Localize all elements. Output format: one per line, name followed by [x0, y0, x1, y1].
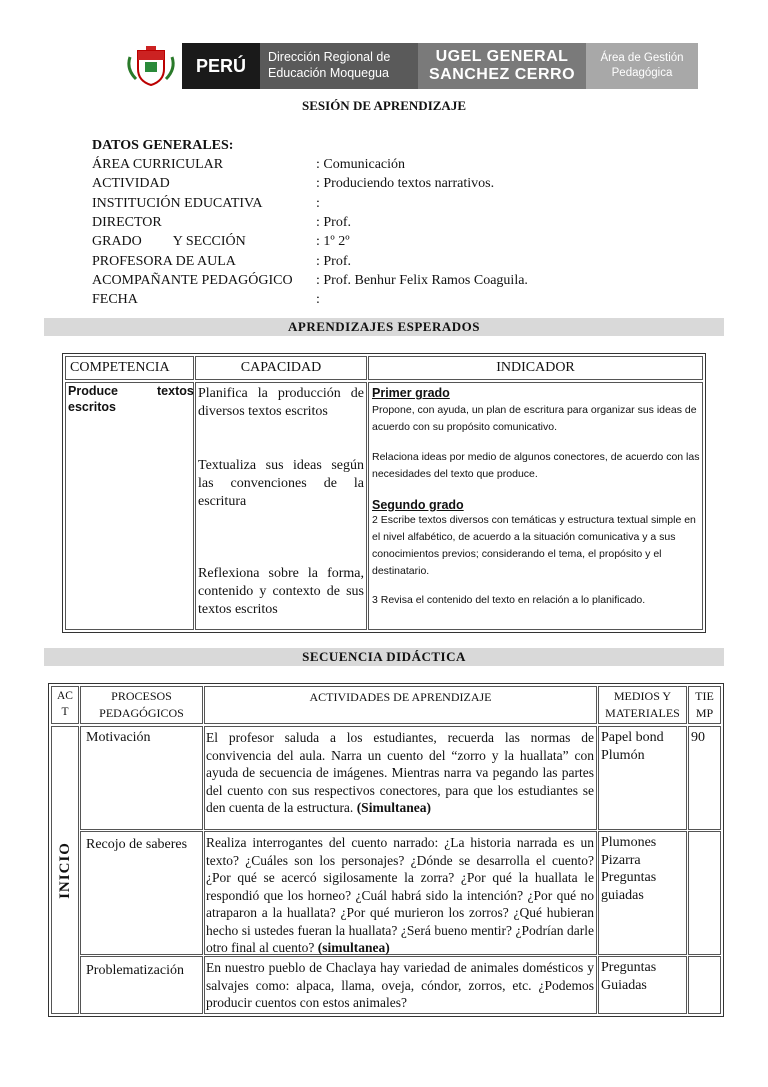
- datos-value: : Prof. Benhur Felix Ramos Coaguila.: [316, 272, 528, 288]
- header-tiempo: TIE MP: [695, 689, 714, 720]
- indicador-3: 2 Escribe textos diversos con temáticas y estructura textual simple en el nivel alfabético, de acuerdo a la situación comunicativa y a sus conocimientos previos; considerando el tema, el propósito y el destinatario.: [372, 514, 696, 577]
- area-gestion: Área de Gestión Pedagógica: [586, 43, 698, 89]
- datos-label: INSTITUCIÓN EDUCATIVA: [92, 195, 263, 211]
- header-act: AC T: [57, 690, 73, 718]
- header-capacidad: CAPACIDAD: [240, 360, 322, 375]
- actividad-motivacion: El profesor saluda a los estudiantes, recuerda las normas de convivencia del aula. Narra un cuento del “zorro y la huallata” con ayuda de secuencia de imágenes. Mientras narra va pegando las partes del cuento con sus respectivos conectores, para que los estudiantes se den cuenta de la estructura. (Simultanea): [206, 730, 594, 815]
- medios-motivacion: Papel bond Plumón: [601, 730, 664, 763]
- tiempo-motivacion: 90: [691, 730, 705, 745]
- proceso-motivacion: Motivación: [86, 730, 151, 745]
- capacidad-1: Planifica la producción de diversos textos escritos: [198, 386, 364, 419]
- header-banner: [120, 43, 698, 89]
- datos-label: ACOMPAÑANTE PEDAGÓGICO: [92, 272, 293, 288]
- competencia-text: Produce: [68, 384, 119, 398]
- proceso-recojo: Recojo de saberes: [86, 837, 188, 852]
- datos-label: PROFESORA DE AULA: [92, 253, 236, 269]
- datos-value: : Comunicación: [316, 157, 406, 172]
- datos-heading: DATOS GENERALES:: [92, 138, 234, 153]
- datos-label: ACTIVIDAD: [92, 176, 170, 192]
- datos-value: : Prof.: [316, 214, 351, 230]
- indicador-2: Relaciona ideas por medio de algunos conectores, de acuerdo con las necesidades del texto que produce.: [372, 451, 700, 480]
- datos-label: FECHA: [92, 292, 138, 308]
- competencia-text: escritos: [68, 400, 116, 414]
- secuencia-band: SECUENCIA DIDÁCTICA: [44, 648, 724, 666]
- indicador-4: 3 Revisa el contenido del texto en relación a lo planificado.: [372, 594, 646, 606]
- ugel-label: UGEL GENERAL SANCHEZ CERRO: [418, 43, 586, 89]
- primer-grado-heading: Primer grado: [372, 386, 450, 400]
- datos-label: DIRECTOR: [92, 214, 162, 230]
- aprendizajes-band: APRENDIZAJES ESPERADOS: [44, 318, 724, 336]
- segundo-grado-heading: Segundo grado: [372, 498, 464, 512]
- datos-value: : Prof.: [316, 253, 351, 269]
- datos-value: : Produciendo textos narrativos.: [316, 176, 495, 192]
- competencia-text: textos: [157, 384, 194, 398]
- header-procesos: PROCESOS PEDAGÓGICOS: [99, 689, 184, 720]
- header-medios: MEDIOS Y MATERIALES: [605, 689, 680, 720]
- datos-value: :: [316, 292, 320, 308]
- peru-coat-of-arms-icon: [120, 43, 182, 89]
- datos-label: GRADO Y SECCIÓN: [92, 234, 246, 250]
- direccion-regional: Dirección Regional de Educación Moquegua: [260, 43, 418, 89]
- medios-recojo: Plumones Pizarra Preguntas guiadas: [601, 835, 657, 903]
- indicador-1: Propone, con ayuda, un plan de escritura para organizar sus ideas de acuerdo con su propósito comunicativo.: [372, 404, 697, 433]
- header-competencia: COMPETENCIA: [70, 360, 170, 375]
- capacidad-2: Textualiza sus ideas según las convenciones de la escritura: [198, 458, 364, 509]
- datos-value: :: [316, 195, 320, 211]
- page-title: SESIÓN DE APRENDIZAJE: [302, 98, 466, 113]
- fase-label: INICIO: [56, 841, 73, 899]
- medios-problematizacion: Preguntas Guiadas: [601, 960, 657, 993]
- capacidad-3: Reflexiona sobre la forma, contenido y contexto de sus textos escritos: [198, 566, 364, 617]
- actividad-recojo: Realiza interrogantes del cuento narrado: ¿La historia narrada es un texto? ¿Cuáles son los personajes? ¿Dónde se desarrolla el cuento? ¿Por qué se acercó sigilosamente la zorra? ¿Por qué la huallata le respondió que los horneo? ¿Cuál habrá sido la intención? ¿Por qué no atraparon a la huallata? ¿Por qué murieron los zorros? ¿Qué hubieran hecho si ustedes fueran la huallata? ¿Será bueno mentir? ¿Podrían darle otro final al cuento? (simultanea): [206, 835, 594, 955]
- peru-label: PERÚ: [182, 43, 260, 89]
- proceso-problematizacion: Problematización: [86, 963, 184, 978]
- actividad-problematizacion: En nuestro pueblo de Chaclaya hay variedad de animales domésticos y salvajes como: alpaca, llama, oveja, cóndor, zorros, etc. ¿Podemos producir cuentos con estos animales?: [206, 960, 594, 1010]
- header-indicador: INDICADOR: [496, 360, 575, 375]
- datos-value: : 1º 2º: [316, 234, 350, 250]
- header-actividades: ACTIVIDADES DE APRENDIZAJE: [309, 690, 492, 704]
- datos-label: ÁREA CURRICULAR: [92, 157, 224, 172]
